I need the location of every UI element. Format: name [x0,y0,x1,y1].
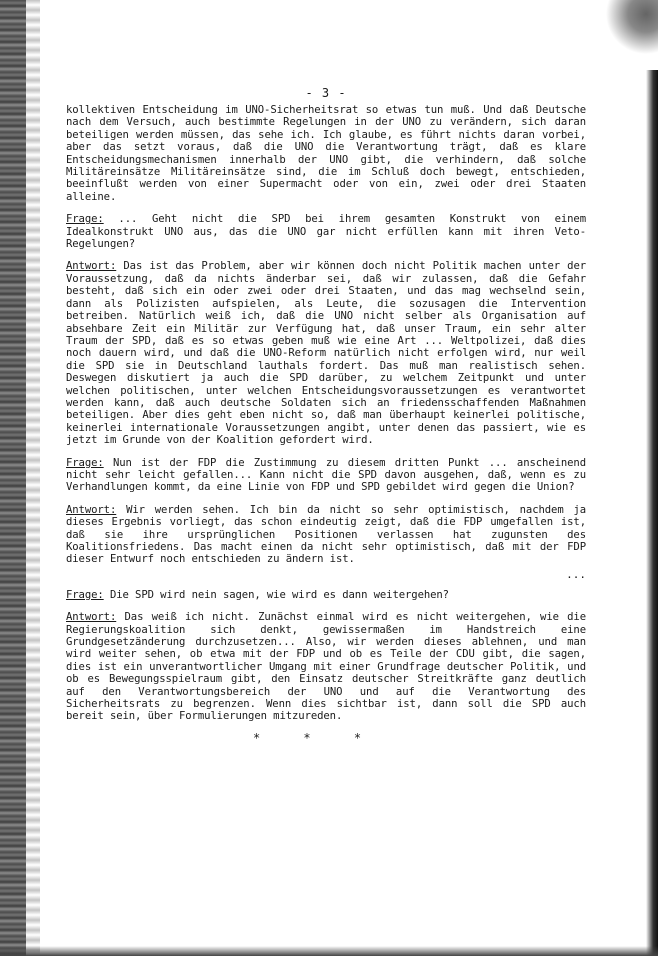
paragraph-continuation [66,104,586,203]
paragraph-text: Wir werden sehen. Ich bin da nicht so sehr optimistisch, nachdem ja dieses Ergebnis vorliegt, das schon eindeutig zeigt, daß die FDP umgefallen ist, daß sie ihre ursprünglichen Positionen verlassen hat zugunsten des Koalitionsfriedens. Das macht einen da nicht sehr optimistisch, daß mit der FDP dieser Entwurf noch entschieden zu ändern ist. [66,503,586,566]
paragraph-text: Die SPD wird nein sagen, wie wird es dann weitergehen? [103,588,449,601]
paragraph-text: Nun ist der FDP die Zustimmung zu diesem dritten Punkt ... anscheinend nicht sehr leicht gefallen... Kann nicht die SPD davon ausgehen, daß, wenn es zu Verhandlungen kommt, da eine Linie von FDP und SPD gebildet wird gegen die Union? [66,456,586,494]
paragraph-text: kollektiven Entscheidung im UNO-Sicherheitsrat so etwas tun muß. Und daß Deutsche nach dem Versuch, auch bestimmte Regelungen in der UNO zu verändern, sich daran beteiligen werden müssen, das sehe ich. Ich glaube, es führt nichts daran vorbei, aber das setzt voraus, daß die UNO die Verantwortung trägt, daß es klare Entscheidungsmechanismen innerhalb der UNO gibt, die verhindern, daß solche Militäreinsätze Militäreinsätze sind, die im Schluß doch bewegt, entschieden, beeinflußt werden von einer Supermacht oder von ein, zwei oder drei Staaten alleine. [66,104,586,203]
answer-label: Antwort: [66,503,117,516]
answer-label: Antwort: [66,611,117,624]
page-number: - 3 - [305,86,347,100]
scan-border-left [0,0,26,956]
paragraph-text: Das weiß ich nicht. Zunächst einmal wird es nicht weitergehen, wie die Regierungskoalition sich denkt, gewissermaßen im Handstreich eine Grundgesetzänderung durchzusetzen... Also, wir werden dieses ablehnen, und man wird weiter sehen, ob etwa mit der FDP und ob es Teile der CDU gibt, die sagen, dies ist ein unverantwortlicher Umgang mit einer Grundfrage deutscher Politik, und ob es Bewegungsspielraum gibt, den Einsatz deutscher Streitkräfte ganz deutlich auf den Verantwortungsbereich der UNO und auf die Verantwortung des Sicherheitsrats zu begrenzen. Wenn dies sichtbar ist, dann soll die SPD auch bereit sein, über Formulierungen mitzureden. [66,611,586,723]
answer-paragraph [66,260,586,446]
answer-label: Antwort: [66,260,117,273]
answer-paragraph [66,611,586,723]
paragraph-text: ... Geht nicht die SPD bei ihrem gesamten Konstrukt von einem Idealkonstrukt UNO aus, das die UNO gar nicht erfüllen kann mit ihren Veto-Regelungen? [66,213,586,251]
end-asterisks: * * * [252,730,380,745]
question-paragraph [66,213,586,250]
document-page [66,86,586,745]
question-paragraph [66,457,586,494]
question-paragraph [66,589,586,601]
paragraph-text: Das ist das Problem, aber wir können doch nicht Politik machen unter der Voraussetzung, daß da nichts änderbar sei, daß wir zulassen, daß die Gefahr besteht, daß sich ein oder zwei oder drei Staaten, und das mag wechselnd sein, dann als Polizisten aufspielen, als Leute, die sozusagen die Intervention betreiben. Natürlich weiß ich, daß die UNO nicht selber als Organisation auf absehbare Zeit ein Militär zur Verfügung hat, daß unser Traum, ein sehr alter Traum der SPD, daß es so etwas geben muß wie eine Art ... Weltpolizei, daß dies noch dauern wird, und daß die UNO-Reform natürlich nicht erfolgen wird, nur weil die SPD sie in Deutschland lauthals fordert. Das muß man realistisch sehen. Deswegen diskutiert ja auch die SPD darüber, zu welchem Zeitpunkt und unter welchen politischen, unter welchen Entscheidungsvoraussetzungen es verantwortet werden kann, daß auch deutsche Soldaten sich an friedensschaffenden Maßnahmen beteiligen. Aber dies geht eben nicht so, daß man überhaupt keinerlei politische, keinerlei internationale Voraussetzungen angibt, unter denen das passiert, wie es jetzt im Grunde von der Koalition gefordert wird. [66,260,586,447]
scan-corner-top-right [598,0,658,70]
scan-border-right [646,70,658,956]
question-label: Frage: [66,213,104,226]
question-label: Frage: [66,588,104,601]
scan-border-bottom [0,946,658,956]
omission-ellipsis: ... [566,567,586,581]
scan-shadow-left [26,0,40,956]
question-label: Frage: [66,456,104,469]
answer-paragraph [66,504,586,566]
